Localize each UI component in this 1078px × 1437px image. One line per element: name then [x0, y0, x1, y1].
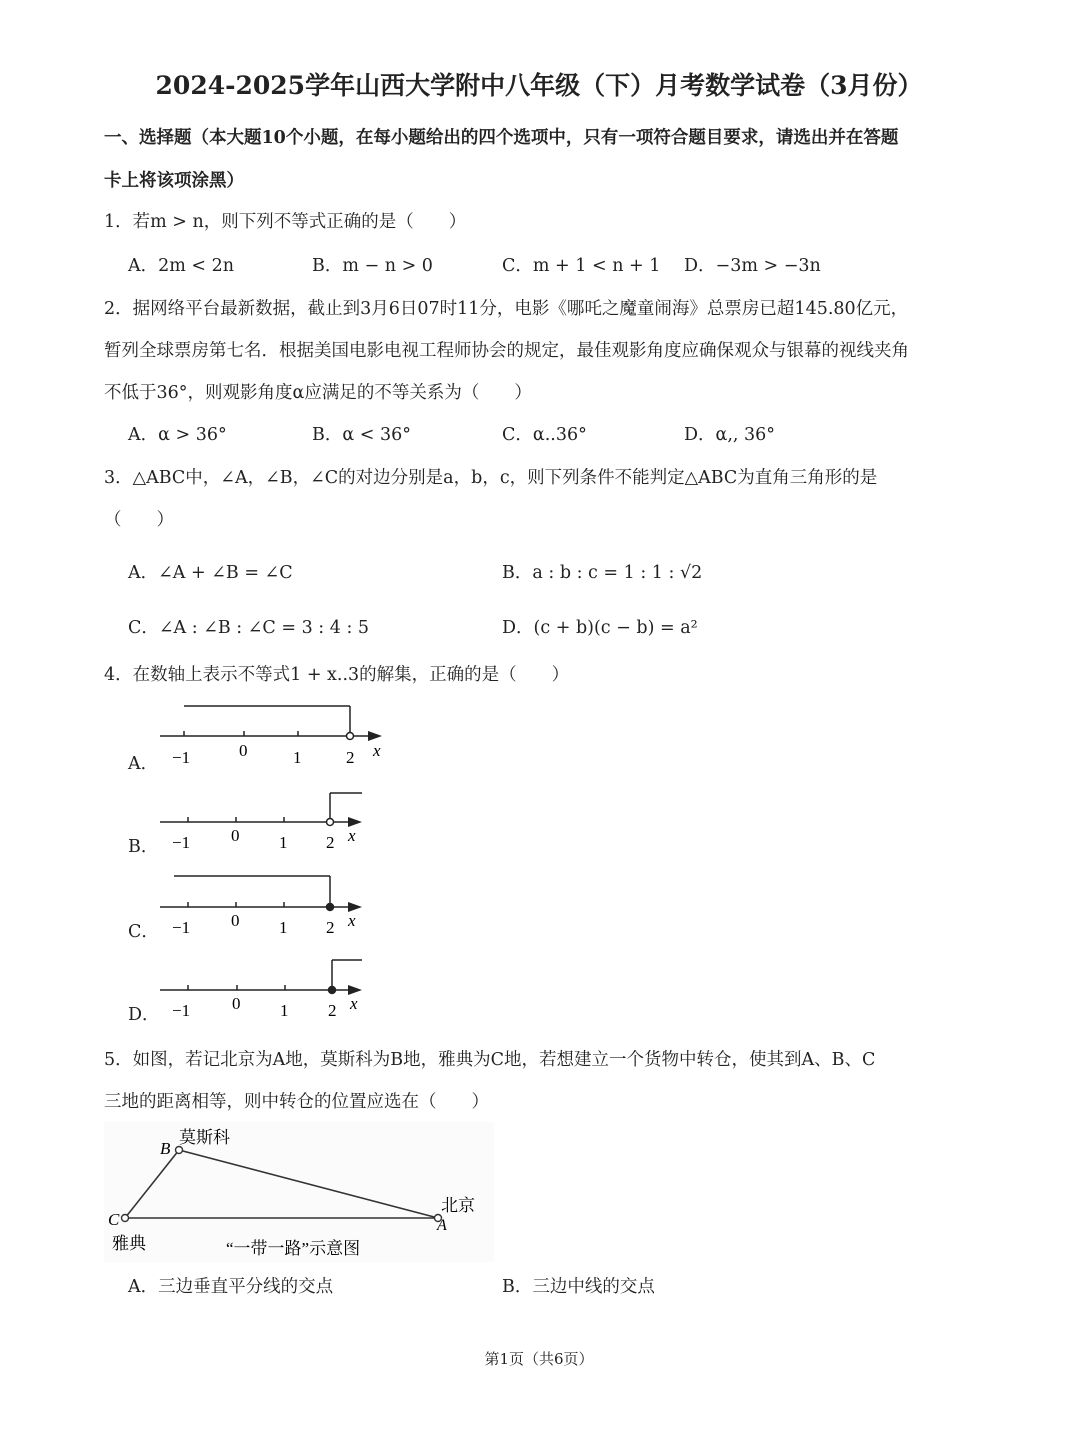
- q4-option-c-label[interactable]: C．: [128, 922, 159, 942]
- q1-option-b[interactable]: B．m − n > 0: [312, 256, 433, 276]
- tick-label: 1: [279, 833, 288, 852]
- q3-option-d[interactable]: D．(c + b)(c − b) = a²: [502, 618, 698, 638]
- q1-option-a[interactable]: A．2m < 2n: [128, 256, 235, 276]
- tick-label: 1: [279, 918, 288, 937]
- section-heading-line1: 一、选择题（本大题10个小题，在每小题给出的四个选项中，只有一项符合题目要求，请选出并在答题: [104, 128, 899, 148]
- q4-option-b-label[interactable]: B．: [128, 837, 159, 857]
- open-endpoint-icon: [347, 733, 354, 740]
- point-b-letter: B: [160, 1139, 171, 1158]
- q3-option-b[interactable]: B．a : b : c = 1 : 1 : √2: [502, 563, 703, 583]
- point-c-letter: C: [108, 1210, 120, 1229]
- tick-label: 0: [231, 911, 240, 930]
- closed-endpoint-icon: [327, 904, 334, 911]
- axis-arrow-icon: [368, 731, 382, 741]
- q1-stem: 1．若m > n，则下列不等式正确的是（ ）: [104, 212, 467, 232]
- q2-option-b[interactable]: B．α < 36°: [312, 425, 411, 445]
- tick-label: 0: [239, 741, 248, 760]
- axis-variable: x: [348, 826, 356, 845]
- exam-title: 2024-2025学年山西大学附中八年级（下）月考数学试卷（3月份）: [155, 71, 923, 100]
- q3-option-c[interactable]: C．∠A : ∠B : ∠C = 3 : 4 : 5: [128, 618, 370, 638]
- athens-label: 雅典: [112, 1234, 146, 1253]
- tick-label: 2: [326, 918, 335, 937]
- open-endpoint-icon: [327, 819, 334, 826]
- tick-label: 1: [293, 748, 302, 767]
- axis-variable: x: [348, 911, 356, 930]
- tick-label: −1: [172, 748, 191, 767]
- q2-option-d[interactable]: D．α,, 36°: [684, 425, 776, 445]
- q4-stem: 4．在数轴上表示不等式1 + x..3的解集，正确的是（ ）: [104, 665, 570, 685]
- q3-stem-line1: 3．△ABC中，∠A，∠B，∠C的对边分别是a，b，c，则下列条件不能判定△ABC为直角三角形的是: [104, 468, 878, 488]
- q4-number-line-c: [160, 868, 380, 940]
- q1-option-c[interactable]: C．m + 1 < n + 1: [502, 256, 661, 276]
- closed-endpoint-icon: [329, 987, 336, 994]
- tick-label: −1: [172, 918, 191, 937]
- tick-label: 2: [346, 748, 355, 767]
- q4-number-line-a: [160, 698, 400, 770]
- q5-stem-line2: 三地的距离相等，则中转仓的位置应选在（ ）: [104, 1092, 489, 1112]
- q2-option-a[interactable]: A．α > 36°: [128, 425, 227, 445]
- q4-number-line-d: [160, 952, 380, 1024]
- q3-stem-line2: （ ）: [104, 510, 174, 530]
- section-heading-line2: 卡上将该项涂黑）: [104, 171, 244, 191]
- axis-variable: x: [373, 741, 381, 760]
- q1-option-d[interactable]: D．−3m > −3n: [684, 256, 821, 276]
- q2-stem-line3: 不低于36°，则观影角度α应满足的不等关系为（ ）: [104, 383, 532, 403]
- tick-label: 1: [280, 1001, 289, 1020]
- map-caption: “一带一路”示意图: [226, 1239, 361, 1258]
- q4-option-a-label[interactable]: A．: [128, 754, 159, 774]
- point-a-letter: A: [437, 1217, 447, 1234]
- q2-stem-line1: 2．据网络平台最新数据，截止到3月6日07时11分，电影《哪吒之魔童闹海》总票房已超145.80亿元，: [104, 299, 909, 319]
- tick-label: −1: [172, 833, 191, 852]
- page-footer: 第1页（共6页）: [484, 1350, 594, 1368]
- tick-label: 0: [232, 994, 241, 1013]
- q5-option-a[interactable]: A．三边垂直平分线的交点: [128, 1277, 334, 1297]
- q5-map-diagram: [104, 1122, 494, 1262]
- tick-label: 2: [328, 1001, 337, 1020]
- q3-option-a[interactable]: A．∠A + ∠B = ∠C: [128, 563, 293, 583]
- point-b-icon: [176, 1147, 183, 1154]
- q4-option-d-label[interactable]: D．: [128, 1005, 160, 1025]
- q5-stem-line1: 5．如图，若记北京为A地，莫斯科为B地，雅典为C地，若想建立一个货物中转仓，使其到A、B、C: [104, 1050, 876, 1070]
- tick-label: −1: [172, 1001, 191, 1020]
- q5-option-b[interactable]: B．三边中线的交点: [502, 1277, 655, 1297]
- point-c-icon: [122, 1215, 129, 1222]
- tick-label: 2: [326, 833, 335, 852]
- tick-label: 0: [231, 826, 240, 845]
- q2-option-c[interactable]: C．α..36°: [502, 425, 587, 445]
- moscow-label: 莫斯科: [179, 1128, 230, 1147]
- axis-variable: x: [350, 994, 358, 1013]
- q4-number-line-b: [160, 785, 380, 855]
- beijing-label: 北京: [441, 1196, 475, 1215]
- q2-stem-line2: 暂列全球票房第七名．根据美国电影电视工程师协会的规定，最佳观影角度应确保观众与银幕的视线夹角: [104, 341, 909, 361]
